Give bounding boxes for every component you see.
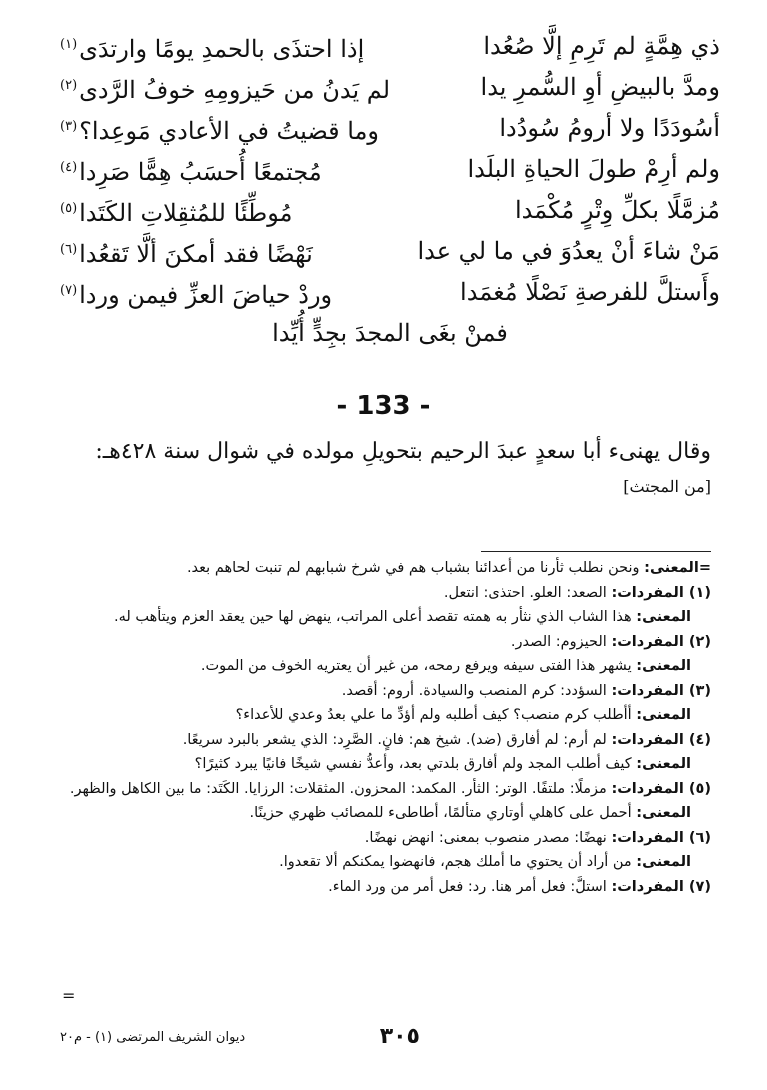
footnote-text: استلَّ: فعل أمر هنا. رد: فعل أمر من ورد الماء. <box>328 878 612 895</box>
second-hemistich <box>60 188 400 234</box>
second-hemistich-text: وما قضيتُ في الأعادي مَوعِدا؟ <box>79 116 380 145</box>
footnote-key: =المعنى: <box>644 560 711 576</box>
footnote-text: نهضًا: مصدر منصوب بمعنى: انهض نهضًا. <box>364 829 612 846</box>
footnote-line <box>57 850 711 875</box>
second-hemistich-text: مُجتمعًا أُحسَبُ هِمًّا صَرِدا <box>79 157 322 186</box>
verse-line <box>60 67 720 108</box>
page-number: ٣٠٥ <box>379 1024 420 1049</box>
footnote-marker: (٢) <box>60 77 78 93</box>
footnote-line <box>57 875 711 900</box>
first-hemistich: مُزمَّلًا بكلِّ وِتْرٍ مُكْمَدا <box>514 196 720 224</box>
footnote-line <box>57 654 711 679</box>
footnote-key: (٧) المفردات: <box>611 878 711 895</box>
second-hemistich-text: لم يَدنُ من حَيزومِهِ خوفُ الرَّدى <box>79 75 391 104</box>
second-hemistich <box>60 106 400 152</box>
footnote-key: المعنى: <box>636 707 691 723</box>
second-hemistich-text: وردْ حياضَ العزِّ فيمن وردا <box>79 280 333 309</box>
second-hemistich-text: مُوطِّئًا للمُثقِلاتِ الكَتَدا <box>79 198 293 227</box>
footnote-text: كيف أطلب المجد ولم أفارق بلدتي بعد، وأعدُّ نفسي شيخًا فانيًا يبرد كثيرًا؟ <box>194 756 637 772</box>
footnote-key: (٤) المفردات: <box>611 731 711 748</box>
footnote-line <box>57 556 711 581</box>
footnote-text: هذا الشاب الذي نثأر به همته تقصد أعلى المراتب، ينهض لها حين يعقد العزم ويتأهب له. <box>113 609 637 625</box>
footnote-line <box>57 679 711 704</box>
footnote-key: (٦) المفردات: <box>611 829 711 846</box>
verse-line <box>60 26 720 67</box>
footnote-key: المعنى: <box>636 658 691 674</box>
footnote-text: لم أرم: لم أفارق (ضد). شيخ هم: فانٍ. الصَّرِد: الذي يشعر بالبرد سريعًا. <box>182 731 612 748</box>
first-hemistich: وأَستلَّ للفرصةِ نَصْلًا مُغمَدا <box>460 278 720 306</box>
verse-line <box>60 190 720 231</box>
second-hemistich <box>60 65 400 111</box>
footnote-key: المعنى: <box>636 854 691 870</box>
footnote-key: المعنى: <box>636 756 691 772</box>
poem-verses <box>60 26 720 354</box>
footnotes <box>57 556 711 899</box>
second-hemistich <box>60 147 400 193</box>
continuation-mark: = <box>62 986 76 1005</box>
footnote-key: (٥) المفردات: <box>611 780 711 797</box>
footnote-line <box>57 630 711 655</box>
footnote-marker: (٦) <box>60 241 78 257</box>
footnote-text: السؤدد: كرم المنصب والسيادة. أروم: أقصد. <box>341 682 612 699</box>
footnote-line <box>57 752 711 777</box>
footnote-text: من أراد أن يحتوي ما أملك هجم، فانهضوا يمكنكم ألا تقعدوا. <box>279 854 637 870</box>
footnote-line <box>57 777 711 802</box>
footnote-text: ونحن نطلب ثأرنا من أعدائنا بشباب هم في شرخ شبابهم لم تنبت لحاهم بعد. <box>186 560 645 576</box>
first-hemistich: مَنْ شاءَ أنْ يعدُوَ في ما لي عدا <box>417 237 720 265</box>
verse-line <box>60 272 720 313</box>
footnote-line <box>57 728 711 753</box>
first-hemistich: أسُودَدًا ولا أرومُ سُودُدا <box>499 114 720 142</box>
footnote-line <box>57 605 711 630</box>
footnote-text: أأطلب كرم منصب؟ كيف أطلبه ولم أؤدِّ ما علي بعدُ وعدي للأعداء؟ <box>235 707 637 723</box>
footnote-line <box>57 801 711 826</box>
footnote-text: الصعد: العلو. احتذى: انتعل. <box>443 584 612 601</box>
footnote-text: الحيزوم: الصدر. <box>510 633 612 650</box>
footnote-key: (٢) المفردات: <box>611 633 711 650</box>
first-hemistich: ولم أرِمْ طولَ الحياةِ البلَدا <box>467 155 720 183</box>
second-hemistich <box>60 24 400 70</box>
verse-last-line: فمنْ بغَى المجدَ بجِدٍّ أُيِّدا <box>272 319 508 347</box>
second-hemistich-text: نَهْضًا فقد أمكنَ ألَّا تَقعُدا <box>79 239 313 268</box>
poem-intro: وقال يهنىء أبا سعدٍ عبدَ الرحيم بتحويلِ مولده في شوال سنة ٤٢٨هـ: <box>95 439 711 464</box>
footnote-text: أحمل على كاهلي أوتاري متألمًا، أطاطىء للمصائب ظهري حزينًا. <box>249 805 637 821</box>
poem-meter: [من المجتث] <box>623 477 711 496</box>
footnote-key: المعنى: <box>636 609 691 625</box>
footnote-marker: (١) <box>60 36 78 52</box>
footnote-marker: (٤) <box>60 159 78 175</box>
footnote-key: المعنى: <box>636 805 691 821</box>
footnote-key: (١) المفردات: <box>611 584 711 601</box>
poem-number: - 133 - <box>336 391 431 421</box>
footnote-line <box>57 581 711 606</box>
footnote-marker: (٥) <box>60 200 78 216</box>
verse-line <box>60 149 720 190</box>
footnote-key: (٣) المفردات: <box>611 682 711 699</box>
footnote-text: مزملًا: ملتفًا. الوتر: الثأر. المكمد: المحزون. المثقلات: الرزايا. الكَتَد: ما بين الكاهل والظهر. <box>69 780 612 797</box>
footnote-line <box>57 703 711 728</box>
second-hemistich <box>60 270 400 316</box>
book-title: ديوان الشريف المرتضى (١) - م٢٠ <box>60 1030 246 1045</box>
first-hemistich: ذي هِمَّةٍ لم تَرِمِ إلَّا صُعُدا <box>483 32 720 60</box>
verse-line <box>60 231 720 272</box>
first-hemistich: ومدَّ بالبيضِ أوِ السُّمرِ يدا <box>480 73 720 101</box>
footnote-marker: (٣) <box>60 118 78 134</box>
footnote-text: يشهر هذا الفتى سيفه ويرفع رمحه، من غير أن يعتريه الخوف من الموت. <box>200 658 637 674</box>
footnote-divider <box>481 551 711 552</box>
footnote-line <box>57 826 711 851</box>
second-hemistich <box>60 229 400 275</box>
verse-line <box>60 108 720 149</box>
second-hemistich-text: إذا احتذَى بالحمدِ يومًا وارتدَى <box>79 34 365 63</box>
footnote-marker: (٧) <box>60 282 78 298</box>
